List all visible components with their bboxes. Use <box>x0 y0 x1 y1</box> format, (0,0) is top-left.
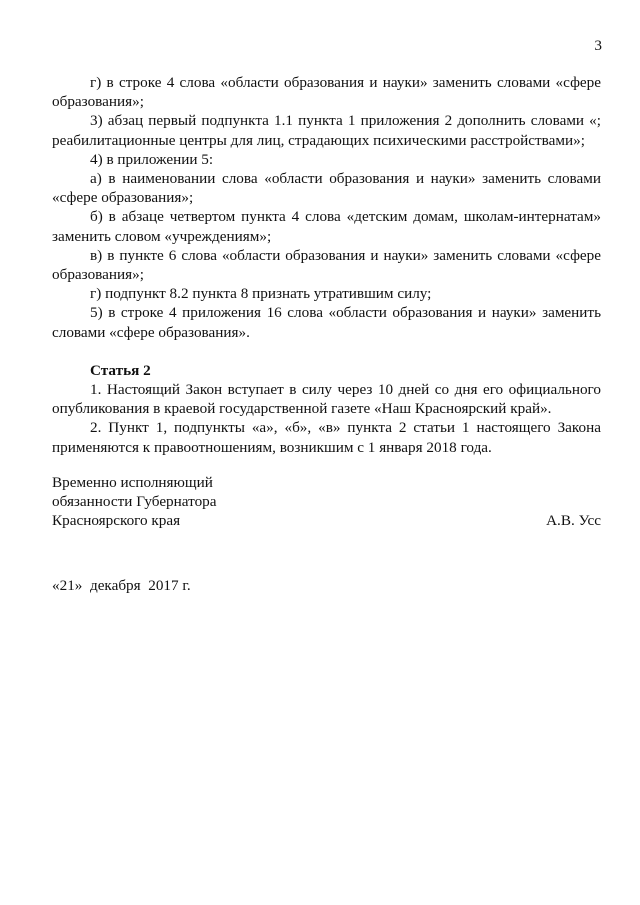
page-number: 3 <box>594 37 602 54</box>
signatory-title-line: обязанности Губернатора <box>52 493 217 511</box>
signatory-title-line: Красноярского края <box>52 512 181 530</box>
paragraph: 5) в строке 4 приложения 16 слова «области образования и науки» заменить словами «сфере образования». <box>52 304 601 341</box>
signatory-title-line: Временно исполняющий <box>52 474 213 491</box>
signature-block <box>52 473 601 531</box>
article-2 <box>52 361 601 457</box>
document-date: «21» декабря 2017 г. <box>52 577 191 594</box>
signatory-row <box>52 511 601 530</box>
paragraph: 4) в приложении 5: <box>90 150 214 168</box>
paragraph: 3) абзац первый подпункта 1.1 пункта 1 приложения 2 дополнить словами «; реабилитационные центры для лиц, страдающих психическими расстройствами»; <box>52 112 601 149</box>
document-body <box>52 73 601 457</box>
paragraph: в) в пункте 6 слова «области образования и науки» заменить словами «сфере образования»; <box>52 246 601 284</box>
paragraph: б) в абзаце четвертом пункта 4 слова «детским домам, школам-интернатам» заменить словом «учреждениям»; <box>52 208 601 245</box>
article-title: Статья 2 <box>90 361 151 379</box>
paragraph: а) в наименовании слова «области образования и науки» заменить словами «сфере образования»; <box>52 170 601 207</box>
paragraph: г) в строке 4 слова «области образования и науки» заменить словами «сфере образования»; <box>52 74 601 111</box>
paragraph: 1. Настоящий Закон вступает в силу через 10 дней со дня его официального опубликования в краевой государственной газете «Наш Красноярский край». <box>52 381 601 418</box>
signatory-name: А.В. Усс <box>546 512 601 530</box>
paragraph: 2. Пункт 1, подпункты «а», «б», «в» пункта 2 статьи 1 настоящего Закона применяются к правоотношениям, возникшим с 1 января 2018 года. <box>52 419 601 456</box>
paragraph: г) подпункт 8.2 пункта 8 признать утратившим силу; <box>90 285 432 303</box>
